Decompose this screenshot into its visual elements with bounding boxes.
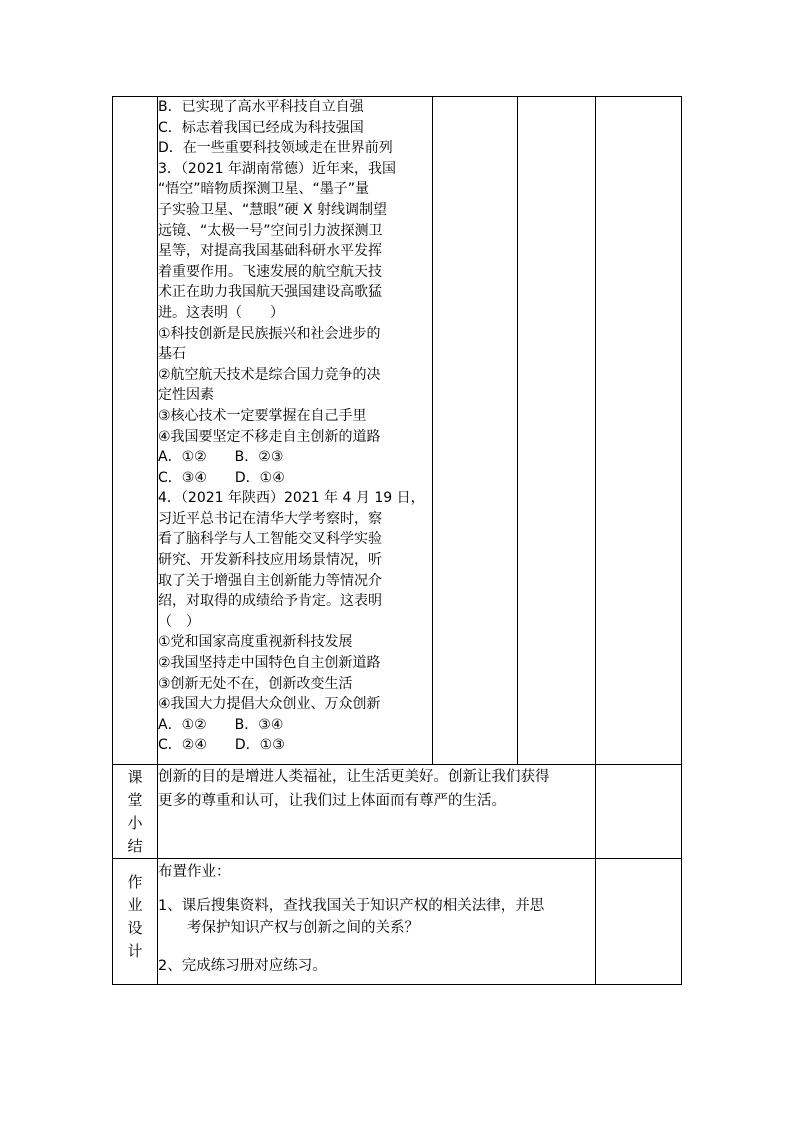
summary-text: 创新的目的是增进人类福祉，让生活更美好。创新让我们获得 更多的尊重和认可，让我们过上体面而有尊严的生活。 — [158, 765, 596, 859]
question-line: 进。这表明（ ） — [158, 304, 284, 321]
question-line: ③核心技术一定要掌握在自己手里 — [158, 407, 367, 424]
question-line: A．①② B．②③ — [158, 449, 284, 466]
empty-cell — [596, 97, 682, 765]
question-line: 定性因素 — [158, 387, 214, 404]
question-line: （ ） — [158, 613, 200, 630]
question-line: 研究、开发新科技应用场景情况，听 — [158, 552, 382, 569]
homework-item-1: 1、课后搜集资料，查找我国关于知识产权的相关法律，并思 — [158, 898, 545, 914]
homework-label: 作 业 设 计 — [113, 859, 158, 985]
question-line: 基石 — [158, 346, 186, 363]
question-line: ④我国要坚定不移走自主创新的道路 — [158, 428, 381, 445]
homework-title: 布置作业： — [158, 864, 231, 880]
question-line: ②航空航天技术是综合国力竞争的决 — [158, 366, 381, 383]
lesson-plan-table — [112, 96, 682, 985]
question-line: “悟空”暗物质探测卫星、“墨子”量 — [158, 181, 370, 198]
question-line: 星等，对提高我国基础科研水平发挥 — [158, 243, 382, 260]
question-line: 远镜、“太极一号”空间引力波探测卫 — [158, 222, 383, 239]
question-line: 3．（2021 年湖南常德）近年来，我国 — [158, 160, 396, 177]
summary-row — [113, 765, 682, 859]
question-line: 习近平总书记在清华大学考察时，察 — [158, 510, 382, 527]
homework-item-1-cont: 考保护知识产权与创新之间的关系？ — [158, 920, 419, 936]
question-line: 着重要作用。飞速发展的航空航天技 — [158, 263, 382, 280]
questions-row — [113, 97, 682, 765]
homework-text — [158, 859, 596, 985]
question-line: B．已实现了高水平科技自立自强 — [158, 99, 364, 115]
question-line: C．②④ D．①③ — [158, 737, 285, 754]
question-line: ①科技创新是民族振兴和社会进步的 — [158, 325, 381, 342]
homework-row — [113, 859, 682, 985]
question-line: C．③④ D．①④ — [158, 469, 285, 486]
question-line: ②我国坚持走中国特色自主创新道路 — [158, 655, 381, 672]
question-line: 取了关于增强自主创新能力等情况介 — [158, 572, 382, 589]
empty-cell — [433, 97, 518, 765]
questions-cell — [158, 97, 433, 765]
question-line: 4．（2021 年陕西）2021 年 4 月 19 日， — [158, 490, 425, 507]
question-line: ④我国大力提倡大众创业、万众创新 — [158, 696, 381, 713]
empty-label-cell — [113, 97, 158, 765]
question-line: 看了脑科学与人工智能交叉科学实验 — [158, 531, 382, 548]
question-line: 绍，对取得的成绩给予肯定。这表明 — [158, 593, 382, 610]
question-line: 子实验卫星、“慧眼”硬 X 射线调制望 — [158, 201, 387, 218]
question-line: ③创新无处不在，创新改变生活 — [158, 675, 353, 692]
question-line: ①党和国家高度重视新科技发展 — [158, 634, 353, 651]
question-line: C．标志着我国已经成为科技强国 — [158, 119, 364, 136]
question-line: D．在一些重要科技领域走在世界前列 — [158, 140, 393, 157]
summary-label: 课 堂 小 结 — [113, 765, 158, 859]
question-line: 术正在助力我国航天强国建设高歌猛 — [158, 284, 382, 301]
question-line: A．①② B．③④ — [158, 716, 284, 733]
homework-item-2: 2、完成练习册对应练习。 — [158, 958, 327, 974]
empty-cell — [596, 859, 682, 985]
empty-cell — [596, 765, 682, 859]
empty-cell — [518, 97, 596, 765]
